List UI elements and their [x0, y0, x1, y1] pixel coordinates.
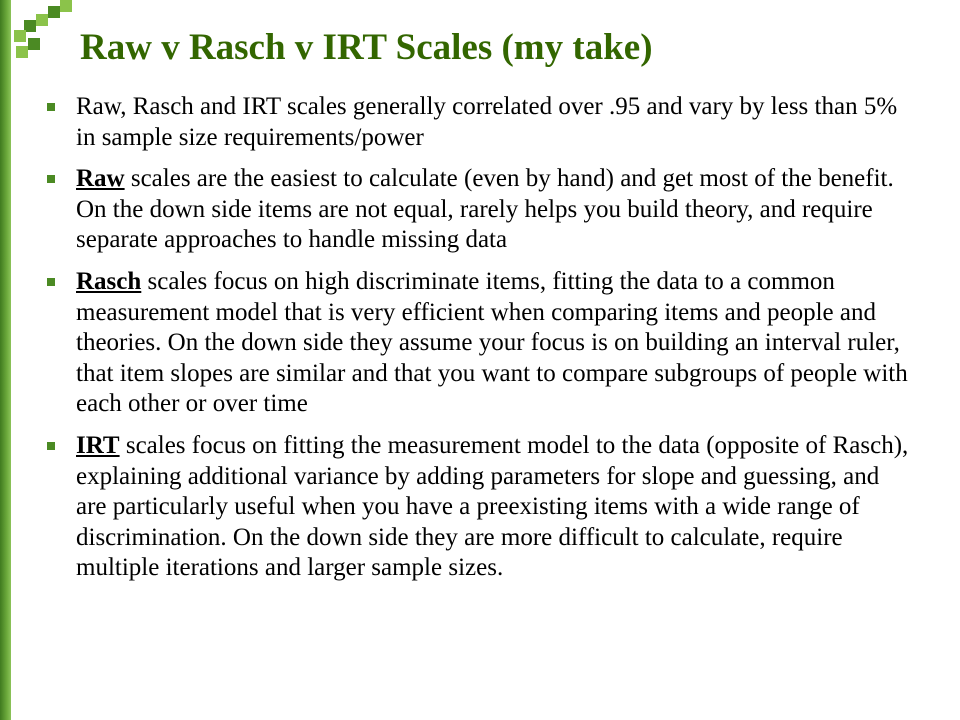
- bullet-item: [32, 431, 912, 584]
- slide-title: Raw v Rasch v IRT Scales (my take): [80, 27, 653, 68]
- decor-square: [60, 0, 72, 12]
- decor-square: [48, 6, 60, 18]
- bullet-term: IRT: [76, 431, 120, 459]
- bullet-term: Raw: [76, 165, 125, 193]
- bullet-item: [32, 164, 912, 256]
- left-accent-bar: [0, 0, 11, 720]
- bullet-item: [32, 267, 912, 420]
- decor-square: [16, 46, 28, 58]
- bullet-text: scales focus on high discriminate items, fitting the data to a common measurement model that is very efficient when comparing items and people and theories. On the down side they assume your focus is on building an interval ruler, that item slopes are similar and that you want to compare subgroups of people with each other or over time: [76, 267, 908, 418]
- square-bullet-icon: [47, 442, 55, 450]
- bullet-list: [32, 92, 912, 595]
- decor-square: [14, 30, 26, 42]
- corner-squares-decoration: [14, 0, 84, 60]
- square-bullet-icon: [47, 278, 55, 286]
- bullet-text: scales focus on fitting the measurement model to the data (opposite of Rasch), explaining additional variance by adding parameters for slope and guessing, and are particularly useful when you have a preexisting items with a wide range of discrimination. On the down side they are more difficult to calculate, require multiple iterations and larger sample sizes.: [76, 431, 909, 582]
- bullet-term: Rasch: [76, 267, 142, 295]
- decor-square: [36, 14, 48, 26]
- bullet-text: scales are the easiest to calculate (even by hand) and get most of the benefit. On the down side items are not equal, rarely helps you build theory, and require separate approaches to handle missing data: [76, 165, 894, 254]
- square-bullet-icon: [47, 175, 55, 183]
- decor-square: [28, 38, 40, 50]
- bullet-text: Raw, Rasch and IRT scales generally correlated over .95 and vary by less than 5% in sample size requirements/power: [76, 93, 898, 151]
- bullet-item: [32, 92, 912, 153]
- square-bullet-icon: [47, 103, 55, 111]
